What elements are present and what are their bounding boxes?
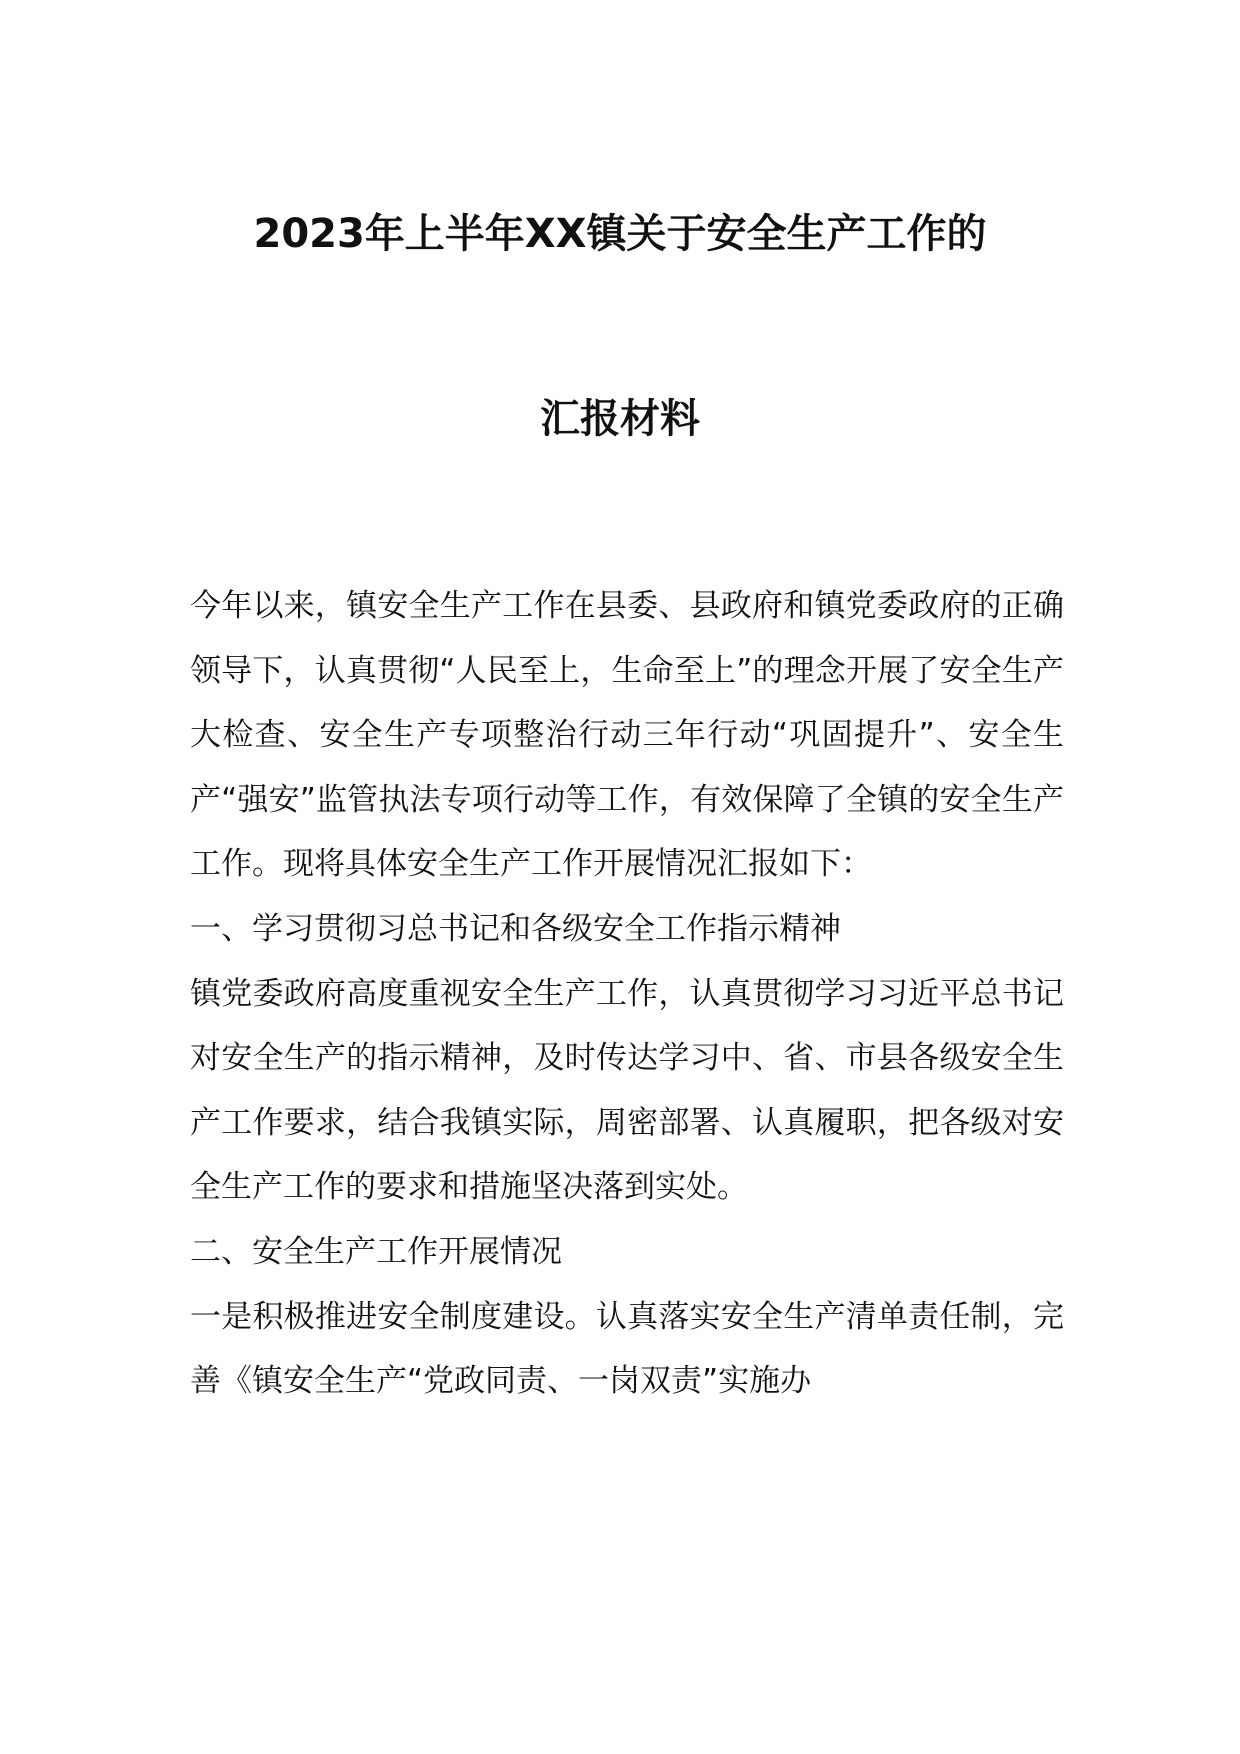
- section-heading-1: 一、学习贯彻习总书记和各级安全工作指示精神: [190, 910, 841, 947]
- document-title-line-2: 汇报材料: [540, 396, 700, 442]
- section-2-paragraph: 一是积极推进安全制度建设。认真落实安全生产清单责任制，完善《镇安全生产“党政同责、一岗双责”实施办: [190, 1298, 1064, 1400]
- section-1-paragraph: 镇党委政府高度重视安全生产工作，认真贯彻学习习近平总书记对安全生产的指示精神，及时传达学习中、省、市县各级安全生产工作要求，结合我镇实际，周密部署、认真履职，把各级对安全生产工作的要求和措施坚决落到实处。: [190, 975, 1064, 1206]
- intro-paragraph: 今年以来，镇安全生产工作在县委、县政府和镇党委政府的正确领导下，认真贯彻“人民至上，生命至上”的理念开展了安全生产大检查、安全生产专项整治行动三年行动“巩固提升”、安全生产“强安”监管执法专项行动等工作，有效保障了全镇的安全生产工作。现将具体安全生产工作开展情况汇报如下：: [190, 588, 1064, 883]
- section-heading-2: 二、安全生产工作开展情况: [190, 1233, 562, 1270]
- document-title-line-1: 2023年上半年XX镇关于安全生产工作的: [253, 211, 987, 257]
- document-body: [190, 574, 1064, 1414]
